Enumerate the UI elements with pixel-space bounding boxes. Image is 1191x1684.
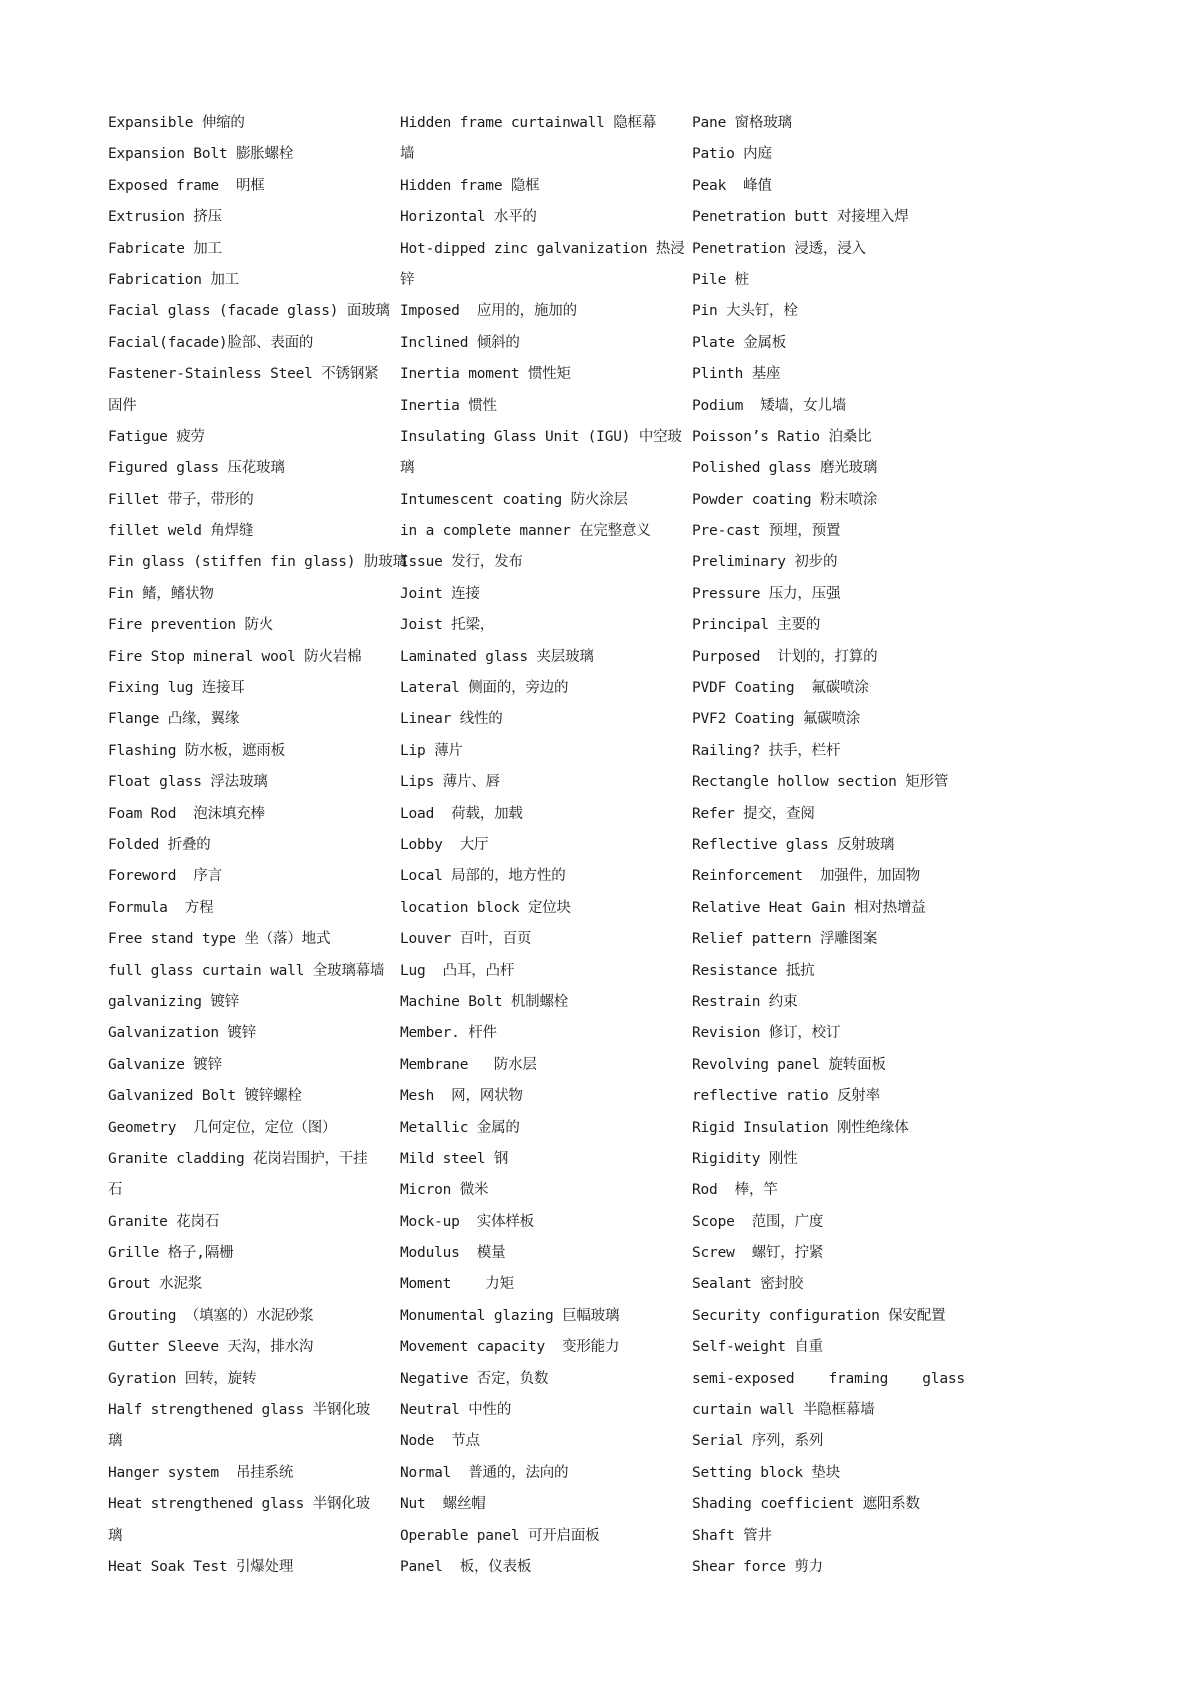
glossary-line: Refer 提交，查阅	[692, 805, 815, 822]
glossary-line: Membrane 防水层	[400, 1056, 537, 1073]
glossary-line: Galvanized Bolt 镀锌螺栓	[108, 1088, 302, 1105]
glossary-line: Gutter Sleeve 天沟，排水沟	[108, 1339, 314, 1356]
glossary-line: Revolving panel 旋转面板	[692, 1056, 886, 1073]
glossary-line: Machine Bolt 机制螺栓	[400, 993, 569, 1010]
glossary-line: Float glass 浮法玻璃	[108, 774, 268, 791]
glossary-line: Fabrication 加工	[108, 271, 239, 288]
glossary-line: Grout 水泥浆	[108, 1276, 203, 1293]
glossary-line: Expansion Bolt 膨胀螺栓	[108, 146, 294, 163]
glossary-line: Rigid Insulation 刚性绝缘体	[692, 1119, 909, 1136]
glossary-line: Penetration butt 对接埋入焊	[692, 209, 909, 226]
glossary-line: Linear 线性的	[400, 711, 503, 728]
glossary-line: Member. 杆件	[400, 1025, 497, 1042]
glossary-line: curtain wall 半隐框幕墙	[692, 1402, 875, 1419]
glossary-line: Louver 百叶，百页	[400, 931, 532, 948]
glossary-line: Micron 微米	[400, 1182, 489, 1199]
glossary-line: PVDF Coating 氟碳喷涂	[692, 680, 869, 697]
glossary-line: Galvanization 镀锌	[108, 1025, 257, 1042]
glossary-line: semi-exposed framing glass	[692, 1370, 965, 1387]
glossary-line: Heat Soak Test 引爆处理	[108, 1558, 294, 1575]
glossary-line: Patio 内庭	[692, 146, 772, 163]
glossary-line: Inertia 惯性	[400, 397, 497, 414]
glossary-line: Foam Rod 泡沫填充棒	[108, 805, 265, 822]
glossary-line: Reinforcement 加强件，加固物	[692, 868, 921, 885]
glossary-line: Rectangle hollow section 矩形管	[692, 774, 949, 791]
glossary-line: Shear force 剪力	[692, 1558, 823, 1575]
glossary-line: Monumental glazing 巨幅玻璃	[400, 1307, 620, 1324]
glossary-line: Lateral 侧面的，旁边的	[400, 680, 569, 697]
glossary-line: Poisson’s Ratio 泊桑比	[692, 428, 872, 445]
glossary-line: Plinth 基座	[692, 366, 781, 383]
glossary-line: Nut 螺丝帽	[400, 1496, 486, 1513]
glossary-line: Pile 桩	[692, 271, 749, 288]
glossary-line: Reflective glass 反射玻璃	[692, 836, 895, 853]
glossary-line: Peak 峰值	[692, 177, 772, 194]
glossary-column-3	[692, 112, 965, 1587]
glossary-line: Lip 薄片	[400, 742, 463, 759]
glossary-line: Operable panel 可开启面板	[400, 1527, 600, 1544]
glossary-line: Serial 序列，系列	[692, 1433, 824, 1450]
glossary-line: Negative 否定，负数	[400, 1370, 549, 1387]
glossary-line: Modulus 模量	[400, 1245, 506, 1262]
glossary-line: Setting block 垫块	[692, 1464, 841, 1481]
glossary-line: Resistance 抵抗	[692, 962, 815, 979]
glossary-line: galvanizing 镀锌	[108, 993, 239, 1010]
glossary-line: Fin 鳍，鳍状物	[108, 585, 214, 602]
glossary-line: Hidden frame 隐框	[400, 177, 540, 194]
glossary-line: Fatigue 疲劳	[108, 428, 205, 445]
glossary-line: Mock-up 实体样板	[400, 1213, 534, 1230]
glossary-line: 璃	[400, 460, 415, 477]
glossary-line: Fire prevention 防火	[108, 617, 274, 634]
glossary-line: reflective ratio 反射率	[692, 1088, 880, 1105]
glossary-line: 固件	[108, 397, 137, 414]
glossary-line: Fillet 带子，带形的	[108, 491, 254, 508]
glossary-line: Fixing lug 连接耳	[108, 680, 245, 697]
glossary-line: Sealant 密封胶	[692, 1276, 804, 1293]
glossary-line: Shaft 管井	[692, 1527, 772, 1544]
glossary-line: Shading coefficient 遮阳系数	[692, 1496, 920, 1513]
glossary-line: Horizontal 水平的	[400, 209, 537, 226]
glossary-line: Galvanize 镀锌	[108, 1056, 222, 1073]
glossary-line: fillet weld 角焊缝	[108, 523, 254, 540]
glossary-line: Flashing 防水板，遮雨板	[108, 742, 285, 759]
glossary-line: Grouting （填塞的）水泥砂浆	[108, 1307, 314, 1324]
glossary-line: Panel 板，仪表板	[400, 1558, 532, 1575]
glossary-line: Revision 修订，校订	[692, 1025, 841, 1042]
glossary-line: Restrain 约束	[692, 993, 798, 1010]
glossary-line: Rigidity 刚性	[692, 1150, 798, 1167]
glossary-line: Insulating Glass Unit (IGU) 中空玻	[400, 428, 682, 445]
glossary-line: Facial(facade)脸部、表面的	[108, 334, 314, 351]
glossary-line: Fire Stop mineral wool 防火岩棉	[108, 648, 362, 665]
glossary-line: Hot-dipped zinc galvanization 热浸	[400, 240, 685, 257]
glossary-line: Pre-cast 预埋，预置	[692, 523, 841, 540]
glossary-line: 锌	[400, 271, 415, 288]
glossary-line: Neutral 中性的	[400, 1402, 512, 1419]
glossary-line: Podium 矮墙，女儿墙	[692, 397, 847, 414]
glossary-line: PVF2 Coating 氟碳喷涂	[692, 711, 861, 728]
glossary-column-2	[400, 112, 685, 1587]
glossary-line: Powder coating 粉末喷涂	[692, 491, 878, 508]
glossary-line: Purposed 计划的，打算的	[692, 648, 878, 665]
glossary-line: Flange 凸缘，翼缘	[108, 711, 240, 728]
glossary-line: Inclined 倾斜的	[400, 334, 520, 351]
glossary-line: Movement capacity 变形能力	[400, 1339, 620, 1356]
glossary-line: Imposed 应用的，施加的	[400, 303, 577, 320]
glossary-line: Granite cladding 花岗岩围护，干挂	[108, 1150, 368, 1167]
glossary-line: Granite 花岗石	[108, 1213, 220, 1230]
glossary-line: Pin 大头钉，栓	[692, 303, 798, 320]
glossary-line: Normal 普通的，法向的	[400, 1464, 569, 1481]
glossary-line: full glass curtain wall 全玻璃幕墙	[108, 962, 385, 979]
glossary-line: Self-weight 自重	[692, 1339, 823, 1356]
glossary-line: 石	[108, 1182, 123, 1199]
glossary-line: Metallic 金属的	[400, 1119, 520, 1136]
glossary-line: Node 节点	[400, 1433, 480, 1450]
glossary-line: Fin glass (stiffen fin glass) 肋玻璃	[108, 554, 407, 571]
glossary-line: Grille 格子,隔栅	[108, 1245, 234, 1262]
glossary-line: Hanger system 吊挂系统	[108, 1464, 294, 1481]
glossary-line: Screw 螺钉，拧紧	[692, 1245, 824, 1262]
glossary-line: Fabricate 加工	[108, 240, 222, 257]
glossary-line: Relative Heat Gain 相对热增益	[692, 899, 926, 916]
glossary-line: Lobby 大厅	[400, 836, 489, 853]
glossary-line: Laminated glass 夹层玻璃	[400, 648, 594, 665]
glossary-line: Scope 范围，广度	[692, 1213, 824, 1230]
glossary-line: Moment 力矩	[400, 1276, 514, 1293]
glossary-line: location block 定位块	[400, 899, 571, 916]
glossary-line: Hidden frame curtainwall 隐框幕	[400, 115, 657, 131]
glossary-line: Lug 凸耳，凸杆	[400, 962, 515, 979]
glossary-line: Mild steel 钢	[400, 1150, 509, 1167]
glossary-line: Penetration 浸透，浸入	[692, 240, 866, 257]
glossary-line: Folded 折叠的	[108, 836, 211, 853]
glossary-line: Pane 窗格玻璃	[692, 115, 792, 131]
glossary-line: Heat strengthened glass 半钢化玻	[108, 1496, 370, 1513]
glossary-line: Polished glass 磨光玻璃	[692, 460, 878, 477]
glossary-line: Intumescent coating 防火涂层	[400, 491, 628, 508]
glossary-line: Plate 金属板	[692, 334, 787, 351]
glossary-line: Extrusion 挤压	[108, 209, 222, 226]
glossary-line: Fastener-Stainless Steel 不锈钢紧	[108, 366, 379, 383]
glossary-line: Relief pattern 浮雕图案	[692, 931, 878, 948]
glossary-line: Exposed frame 明框	[108, 177, 265, 194]
glossary-line: Formula 方程	[108, 899, 214, 916]
glossary-line: Joint 连接	[400, 585, 480, 602]
glossary-column-1	[108, 112, 407, 1587]
glossary-line: Foreword 序言	[108, 868, 222, 885]
glossary-line: Mesh 网，网状物	[400, 1088, 523, 1105]
glossary-line: Load 荷载，加载	[400, 805, 523, 822]
glossary-line: Preliminary 初步的	[692, 554, 838, 571]
glossary-line: Free stand type 坐（落）地式	[108, 931, 331, 948]
glossary-line: Joist 托梁，	[400, 617, 495, 634]
glossary-line: 墙	[400, 146, 415, 163]
glossary-line: Geometry 几何定位，定位（图）	[108, 1119, 337, 1136]
glossary-line: Security configuration 保安配置	[692, 1307, 946, 1324]
glossary-line: Lips 薄片、唇	[400, 774, 500, 791]
glossary-line: Rod 棒，竿	[692, 1182, 778, 1199]
glossary-line: Railing? 扶手，栏杆	[692, 742, 841, 759]
glossary-line: Issue 发行，发布	[400, 554, 523, 571]
glossary-line: Figured glass 压花玻璃	[108, 460, 285, 477]
glossary-line: Inertia moment 惯性矩	[400, 366, 571, 383]
glossary-line: in a complete manner 在完整意义	[400, 523, 651, 540]
glossary-line: 璃	[108, 1433, 123, 1450]
glossary-line: Facial glass (facade glass) 面玻璃	[108, 303, 390, 320]
glossary-line: Half strengthened glass 半钢化玻	[108, 1402, 370, 1419]
glossary-line: Pressure 压力，压强	[692, 585, 841, 602]
glossary-line: Local 局部的，地方性的	[400, 868, 566, 885]
glossary-line: Gyration 回转，旋转	[108, 1370, 257, 1387]
glossary-line: Expansible 伸缩的	[108, 115, 245, 131]
glossary-line: 璃	[108, 1527, 123, 1544]
glossary-line: Principal 主要的	[692, 617, 821, 634]
